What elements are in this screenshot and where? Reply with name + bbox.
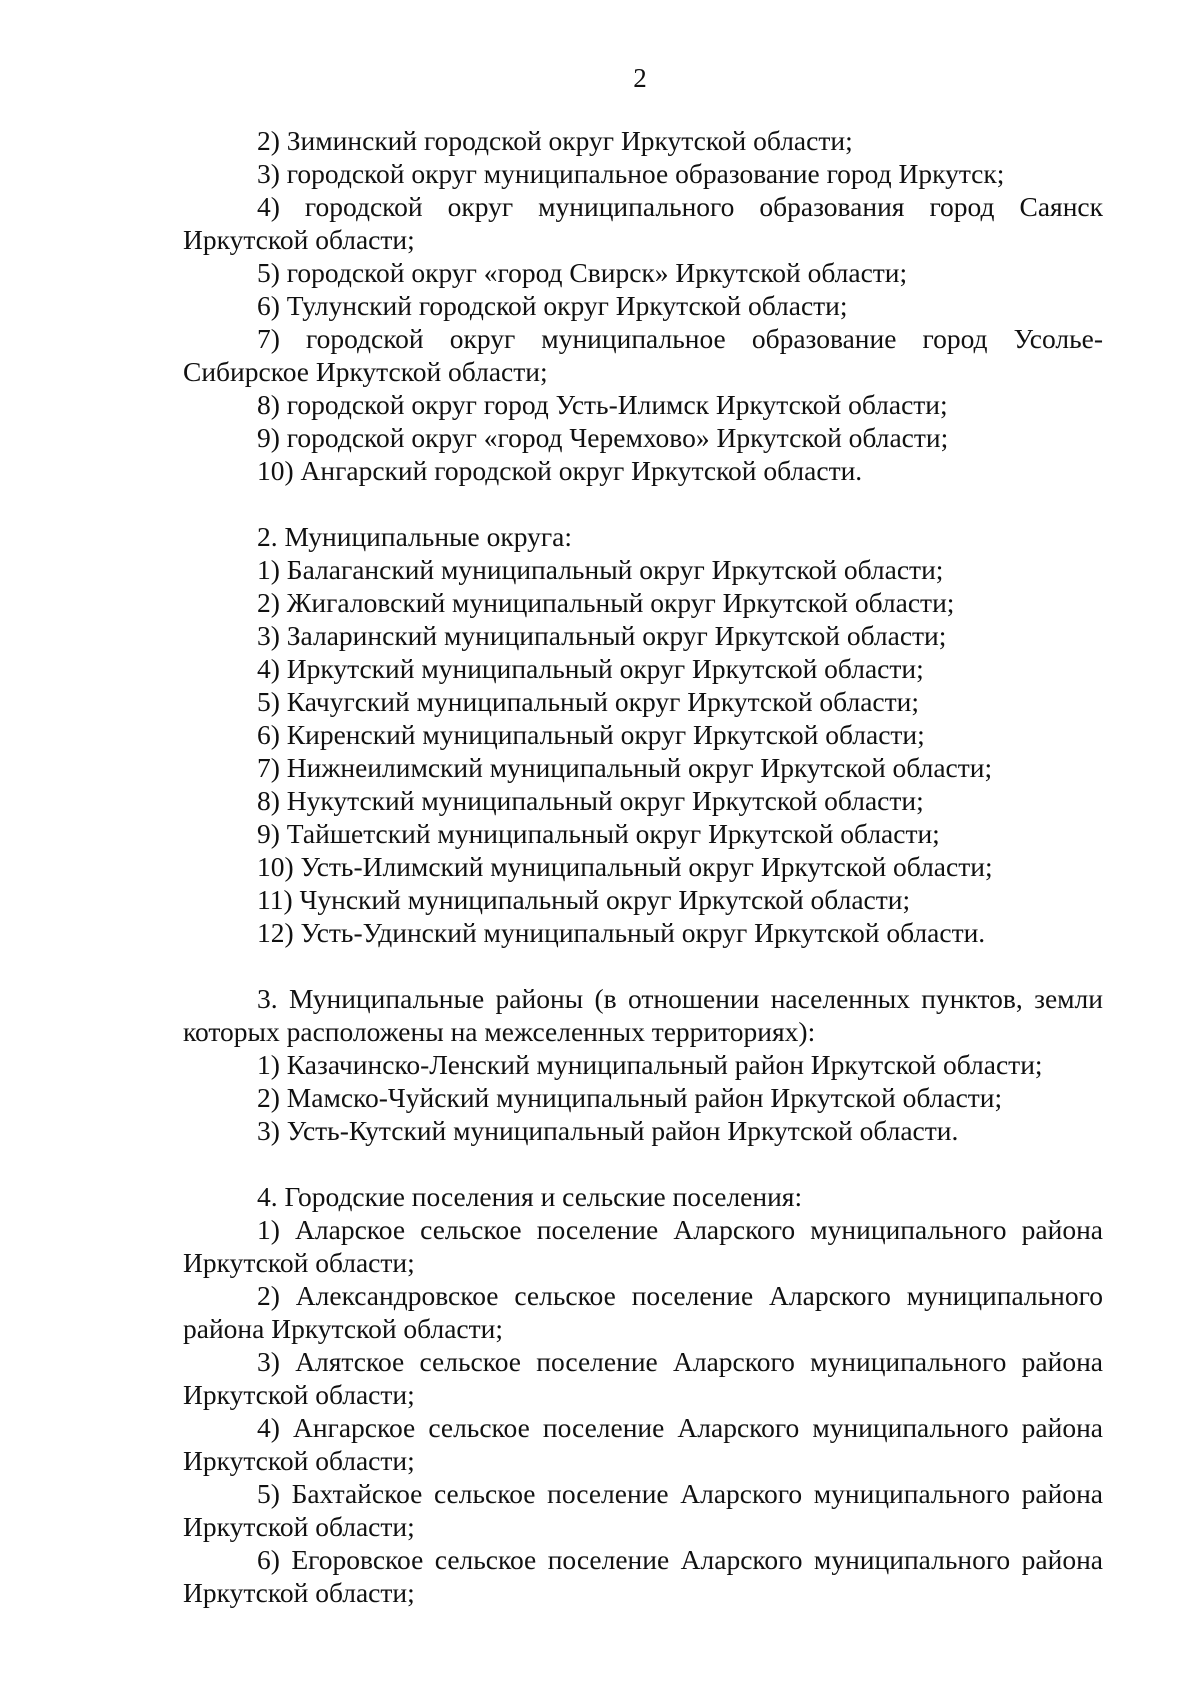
list-item: 2) Жигаловский муниципальный округ Иркутской области; [257,587,955,618]
section-heading: 3. Муниципальные районы (в отношении населенных пунктов, земли которых расположены на межселенных территориях): [183,983,1103,1047]
list-item: 5) Качугский муниципальный округ Иркутской области; [257,686,920,717]
list-item: 7) городской округ муниципальное образование город Усолье-Сибирское Иркутской области; [183,323,1103,387]
list-item: 3) Усть-Кутский муниципальный район Иркутской области. [257,1115,959,1146]
list-item: 7) Нижнеилимский муниципальный округ Иркутской области; [257,752,993,783]
list-item: 11) Чунский муниципальный округ Иркутской области; [257,884,911,915]
paragraph-gap [183,949,1103,982]
list-item: 6) Тулунский городской округ Иркутской области; [257,290,848,321]
list-item: 8) городской округ город Усть-Илимск Иркутской области; [257,389,948,420]
list-item: 10) Усть-Илимский муниципальный округ Иркутской области; [257,851,993,882]
list-item: 8) Нукутский муниципальный округ Иркутской области; [257,785,924,816]
list-item: 4) Иркутский муниципальный округ Иркутской области; [257,653,924,684]
list-item: 3) Алятское сельское поселение Аларского муниципального района Иркутской области; [183,1346,1103,1410]
list-item: 5) городской округ «город Свирск» Иркутской области; [257,257,908,288]
list-item: 2) Зиминский городской округ Иркутской области; [257,125,853,156]
list-item: 1) Казачинско-Ленский муниципальный район Иркутской области; [257,1049,1043,1080]
list-item: 6) Киренский муниципальный округ Иркутской области; [257,719,925,750]
paragraph-gap [183,1147,1103,1180]
list-item: 10) Ангарский городской округ Иркутской области. [257,455,863,486]
list-item: 1) Аларское сельское поселение Аларского муниципального района Иркутской области; [183,1214,1103,1278]
list-item: 3) городской округ муниципальное образование город Иркутск; [257,158,1005,189]
paragraph-gap [183,487,1103,520]
list-item: 12) Усть-Удинский муниципальный округ Иркутской области. [257,917,986,948]
list-item: 2) Александровское сельское поселение Аларского муниципального района Иркутской области; [183,1280,1103,1344]
list-item: 5) Бахтайское сельское поселение Аларского муниципального района Иркутской области; [183,1478,1103,1542]
list-item: 1) Балаганский муниципальный округ Иркутской области; [257,554,944,585]
list-item: 6) Егоровское сельское поселение Аларского муниципального района Иркутской области; [183,1544,1103,1608]
page-number: 2 [633,63,647,93]
document-body [183,124,1103,1609]
list-item: 4) городской округ муниципального образования город Саянск Иркутской области; [183,191,1103,255]
list-item: 9) городской округ «город Черемхово» Иркутской области; [257,422,949,453]
section-heading: 2. Муниципальные округа: [257,521,572,552]
section-heading: 4. Городские поселения и сельские поселения: [257,1181,803,1212]
list-item: 9) Тайшетский муниципальный округ Иркутской области; [257,818,940,849]
list-item: 4) Ангарское сельское поселение Аларского муниципального района Иркутской области; [183,1412,1103,1476]
list-item: 3) Заларинский муниципальный округ Иркутской области; [257,620,947,651]
list-item: 2) Мамско-Чуйский муниципальный район Иркутской области; [257,1082,1003,1113]
